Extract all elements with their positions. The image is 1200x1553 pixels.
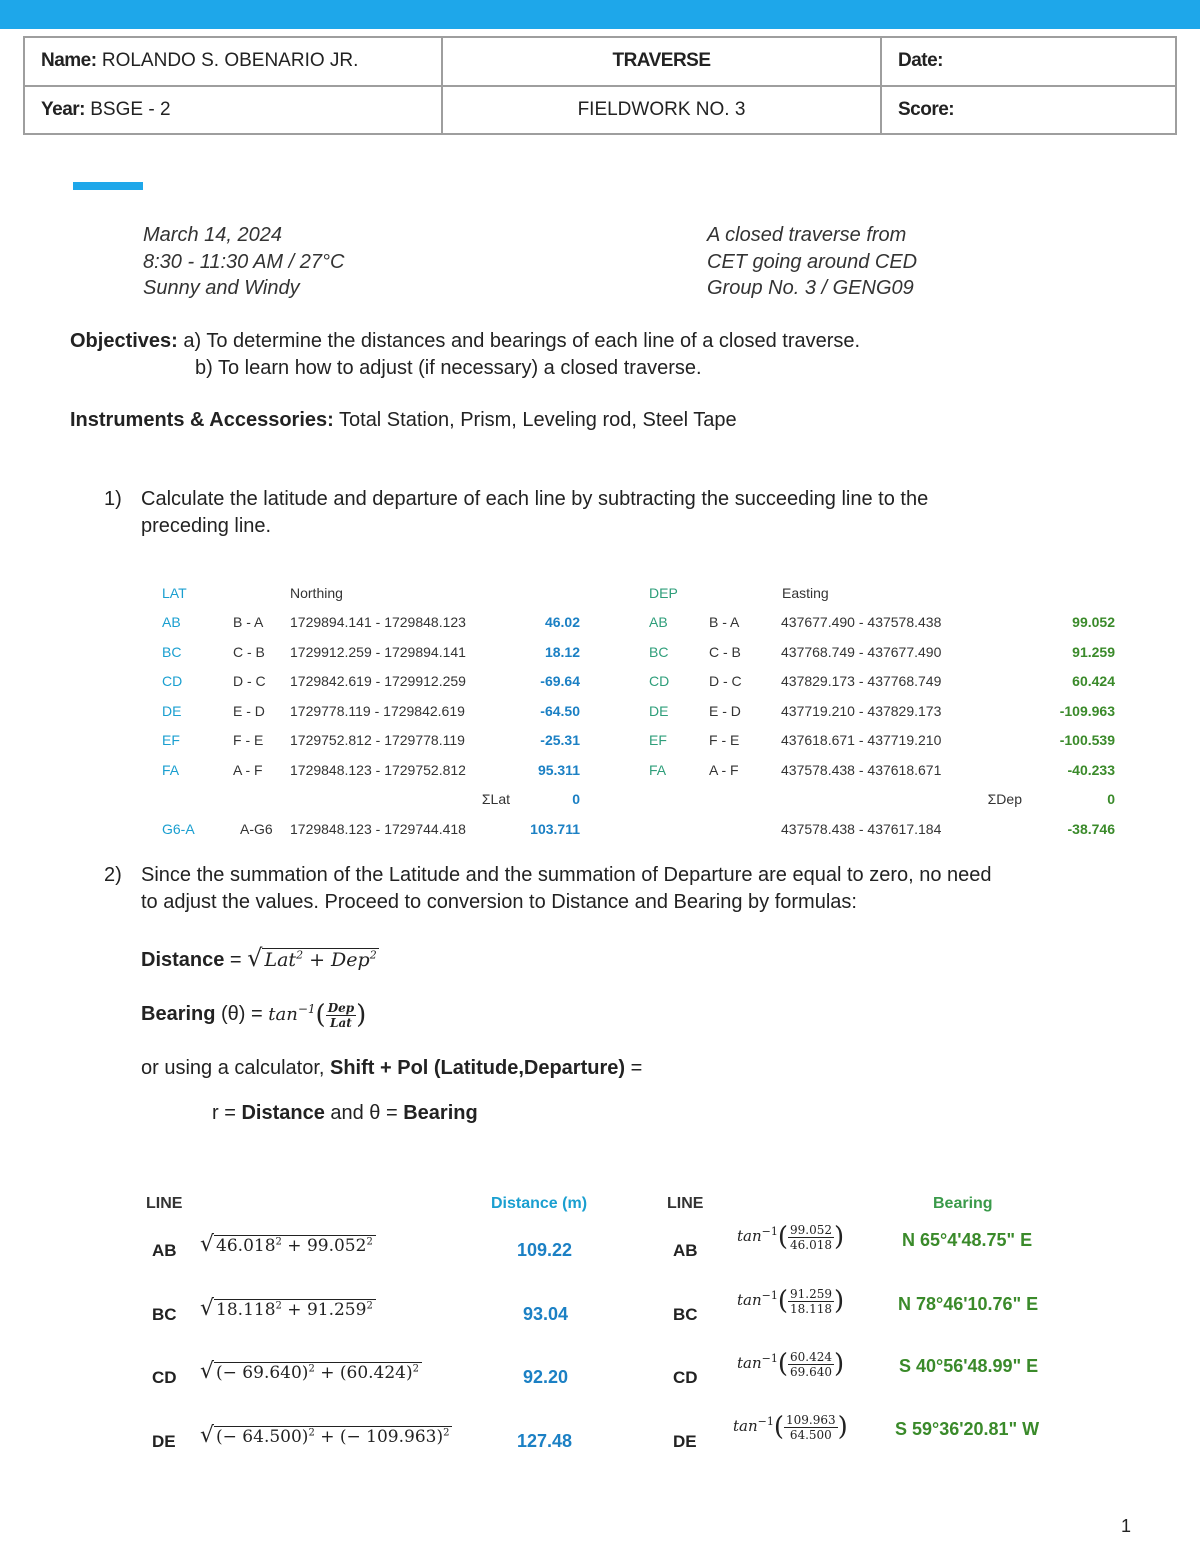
date-cell: Date: <box>881 37 1176 86</box>
result-row-line-2: BC <box>673 1305 698 1324</box>
lat-row-expr: 1729848.123 - 1729752.812 <box>290 762 466 778</box>
info-right: A closed traverse from CET going around CED Group No. 3 / GENG09 <box>707 224 918 299</box>
distance-value: 127.48 <box>517 1431 573 1451</box>
lat-row-pts: A - F <box>233 762 263 778</box>
results-line-header-2: LINE <box>667 1195 704 1212</box>
lat-row-value: 46.02 <box>544 614 580 630</box>
score-cell: Score: <box>881 86 1176 135</box>
page-number: 1 <box>1121 1516 1132 1536</box>
lat-row-value: -64.50 <box>540 703 580 719</box>
bearing-value: S 59°36'20.81" W <box>895 1419 1040 1439</box>
result-row-line: BC <box>152 1305 177 1324</box>
lat-extra-expr: 1729848.123 - 1729744.418 <box>290 821 466 837</box>
r-theta-line: r = Distance and θ = Bearing <box>212 1102 478 1124</box>
distance-value: 92.20 <box>523 1367 569 1387</box>
dep-row-line: AB <box>649 614 668 630</box>
lat-row-expr: 1729842.619 - 1729912.259 <box>290 673 466 689</box>
dep-row-line: CD <box>649 673 670 689</box>
lat-header-label: LAT <box>162 585 187 601</box>
title-cell: TRAVERSE <box>442 37 881 86</box>
header-table <box>23 36 1177 135</box>
dep-extra-expr: 437578.438 - 437617.184 <box>781 821 942 837</box>
step2-line2: to adjust the values. Proceed to conversion to Distance and Bearing by formulas: <box>141 891 857 913</box>
distance-calc: √ $18.118^2 + 91.259^2$ <box>200 1296 376 1321</box>
dep-header-col: Easting <box>782 585 829 601</box>
lat-row-expr: 1729912.259 - 1729894.141 <box>290 644 466 660</box>
bearing-value: N 78°46'10.76" E <box>898 1294 1039 1314</box>
bearing-expression: $\tan^{-1}$( $\frac{\text{Dep}}{\text{Lat}}$ ) <box>268 1000 367 1030</box>
fieldwork-cell: FIELDWORK NO. 3 <box>442 86 881 135</box>
lat-row-expr: 1729752.812 - 1729778.119 <box>290 732 465 748</box>
result-row-line: DE <box>152 1432 176 1451</box>
results-bearing-header: Bearing <box>933 1195 993 1212</box>
lat-row-line: DE <box>162 703 182 719</box>
lat-extra-pts: A-G6 <box>240 821 273 837</box>
distance-calc: √ (− $69.640)^2 + (60.424)^2$ <box>200 1359 422 1384</box>
lat-row-line: EF <box>162 732 180 748</box>
lat-sum-label: ΣLat <box>481 791 510 807</box>
dep-row-expr: 437677.490 - 437578.438 <box>781 614 942 630</box>
distance-value: 109.22 <box>517 1240 573 1260</box>
lat-row-value: -25.31 <box>540 732 580 748</box>
lat-sum-value: 0 <box>572 791 580 807</box>
calculator-line: or using a calculator, Shift + Pol (Latitude,Departure) = <box>141 1057 643 1079</box>
dep-row-value: 60.424 <box>1072 673 1115 689</box>
name-cell: Name: ROLANDO S. OBENARIO JR. <box>24 37 442 86</box>
lat-row-line: CD <box>162 673 183 689</box>
lat-row-pts: C - B <box>233 644 265 660</box>
dep-row-pts: A - F <box>709 762 739 778</box>
step1-line1: Calculate the latitude and departure of each line by subtracting the succeeding line to the <box>141 488 929 510</box>
bearing-calc: $\tan^{-1}$( $\frac{60.424}{69.640}$ ) <box>737 1349 845 1379</box>
bearing-value: N 65°4'48.75" E <box>902 1230 1033 1250</box>
dep-sum-label: ΣDep <box>987 791 1022 807</box>
lat-row-pts: B - A <box>233 614 264 630</box>
lat-row-line: AB <box>162 614 181 630</box>
dep-row-expr: 437719.210 - 437829.173 <box>781 703 942 719</box>
result-row-line-2: AB <box>673 1241 698 1260</box>
step1-line2: preceding line. <box>141 515 272 537</box>
results-distance-header: Distance (m) <box>491 1195 588 1212</box>
results-line-header: LINE <box>146 1195 183 1212</box>
dep-row-pts: C - B <box>709 644 741 660</box>
dep-row-pts: B - A <box>709 614 740 630</box>
dep-row-expr: 437768.749 - 437677.490 <box>781 644 942 660</box>
distance-calc: √ (− 64.500)$^2$ + (− 109.963)$^2$ <box>200 1423 452 1448</box>
result-row-line-2: DE <box>673 1432 697 1451</box>
lat-row-pts: F - E <box>233 732 264 748</box>
bearing-value: S 40°56'48.99" E <box>899 1356 1039 1376</box>
dep-row-expr: 437618.671 - 437719.210 <box>781 732 942 748</box>
top-accent-bar <box>0 0 1200 29</box>
dep-row-line: EF <box>649 732 667 748</box>
lat-extra-value: 103.711 <box>530 821 580 837</box>
distance-expression: √ Lat$^2$ + Dep$^2$ <box>247 944 377 972</box>
dep-row-value: -100.539 <box>1059 732 1115 748</box>
info-left: March 14, 2024 8:30 - 11:30 AM / 27°C Sunny and Windy <box>143 224 345 299</box>
bearing-calc: $\tan^{-1}$( $\frac{91.259}{18.118}$ ) <box>737 1286 845 1316</box>
lat-row-expr: 1729894.141 - 1729848.123 <box>290 614 466 630</box>
dep-row-expr: 437578.438 - 437618.671 <box>781 762 942 778</box>
distance-value: 93.04 <box>523 1304 569 1324</box>
lat-row-value: -69.64 <box>540 673 580 689</box>
step2-number: 2) <box>104 864 122 886</box>
lat-row-value: 95.311 <box>537 762 580 778</box>
dep-row-value: -40.233 <box>1067 762 1115 778</box>
lat-row-pts: D - C <box>233 673 266 689</box>
step1-number: 1) <box>104 488 122 510</box>
dep-row-pts: D - C <box>709 673 742 689</box>
lat-row-value: 18.12 <box>544 644 580 660</box>
dep-header-label: DEP <box>649 585 678 601</box>
distance-formula: Distance = √ Lat$^2$ + Dep$^2$ <box>141 944 377 972</box>
result-row-line: AB <box>152 1241 177 1260</box>
dep-row-value: -109.963 <box>1059 703 1115 719</box>
dep-row-value: 99.052 <box>1072 614 1115 630</box>
bearing-calc: $\tan^{-1}$( $\frac{109.963}{64.500}$ ) <box>733 1412 848 1442</box>
dep-row-value: 91.259 <box>1072 644 1115 660</box>
dep-row-line: DE <box>649 703 669 719</box>
lat-row-expr: 1729778.119 - 1729842.619 <box>290 703 465 719</box>
dep-extra-value: -38.746 <box>1067 821 1115 837</box>
instruments-line: Instruments & Accessories: Total Station, Prism, Leveling rod, Steel Tape <box>70 409 737 431</box>
year-cell: Year: BSGE - 2 <box>24 86 442 135</box>
lat-row-line: BC <box>162 644 182 660</box>
dep-row-line: FA <box>649 762 667 778</box>
distance-calc: √ $46.018^2 + 99.052^2$ <box>200 1232 376 1257</box>
dep-row-expr: 437829.173 - 437768.749 <box>781 673 942 689</box>
result-row-line: CD <box>152 1368 177 1387</box>
bearing-formula: Bearing $(\theta) = \tan^{-1}$( $\frac{\text{Dep}}{\text{Lat}}$ ) <box>141 1000 367 1030</box>
step2-line1: Since the summation of the Latitude and the summation of Departure are equal to zero, no need <box>141 864 992 886</box>
objectives-line-b: b) To learn how to adjust (if necessary) a closed traverse. <box>195 357 702 379</box>
bearing-calc: $\tan^{-1}$( $\frac{99.052}{46.018}$ ) <box>737 1222 845 1252</box>
dep-row-pts: F - E <box>709 732 740 748</box>
dep-row-pts: E - D <box>709 703 741 719</box>
lat-header-col: Northing <box>290 585 343 601</box>
dep-row-line: BC <box>649 644 669 660</box>
lat-extra-line: G6-A <box>162 821 195 837</box>
dep-sum-value: 0 <box>1107 791 1115 807</box>
lat-row-pts: E - D <box>233 703 265 719</box>
section-accent-line <box>73 182 143 190</box>
lat-row-line: FA <box>162 762 180 778</box>
objectives-line-a: Objectives: a) To determine the distances and bearings of each line of a closed traverse. <box>70 330 861 352</box>
result-row-line-2: CD <box>673 1368 698 1387</box>
